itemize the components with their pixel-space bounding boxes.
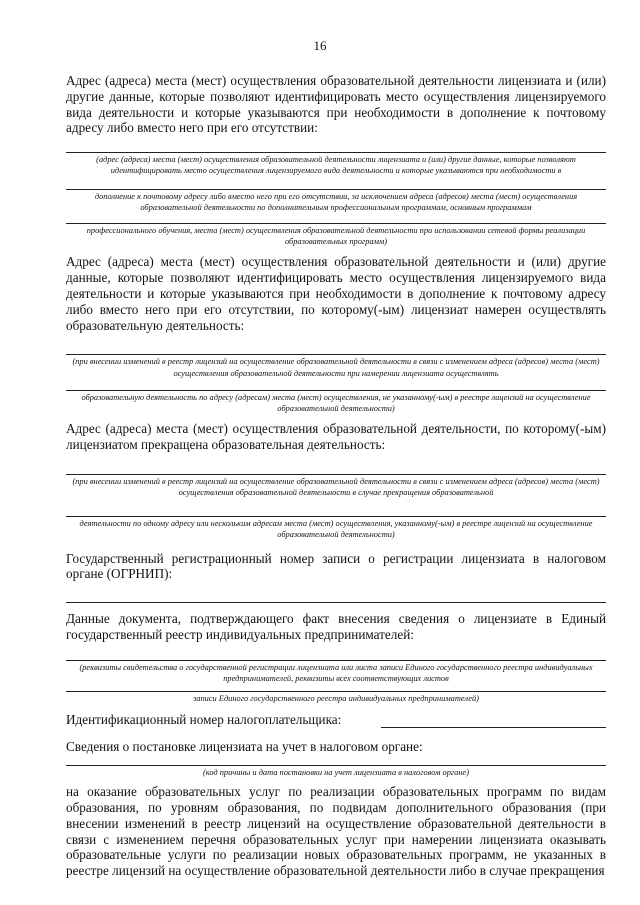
document-body: [66, 73, 606, 879]
field-hint: (код причины и дата постановки на учет лицензиата в налоговом органе): [202, 768, 470, 777]
input-line[interactable]: [66, 602, 606, 603]
input-line[interactable]: [66, 691, 606, 692]
section-closed-address-text: Адрес (адреса) места (мест) осуществления образовательной деятельности, по которому(-ым) лицензиатом прекращена образовательная деятельность:: [66, 421, 606, 452]
section-educational-services-text: на оказание образовательных услуг по реализации образовательных программ по видам образования, по уровням образования, по подвидам дополнительного образования (при внесении изменений в реестр лицензий на осуществление образовательной деятельности в связи с изменением перечня образовательных услуг при намерении лицензиата оказывать образовательные услуги по реализации новых образовательных программ, не указанных в реестре лицензий на осуществление образовательной деятельности либо в случае прекращения: [66, 784, 606, 879]
inn-label: Идентификационный номер налогоплательщика:: [66, 712, 342, 728]
field-hint: (при внесении изменений в реестр лицензий на осуществление образовательной деятельности в связи с изменением адреса (адресов) места (мест) осуществления образовательной деятельности в случае прекращения образовательной: [72, 476, 600, 497]
input-line[interactable]: [66, 223, 606, 224]
section-new-address-text: Адрес (адреса) места (мест) осуществления образовательной деятельности и (или) другие данные, которые позволяют идентифицировать место осуществления лицензируемого вида деятельности и которые указываются при необходимости в дополнение к почтовому адресу либо вместо него при его отсутствии, по которому(-ым) лицензиат намерен осуществлять образовательную деятельность:: [66, 254, 606, 333]
input-line[interactable]: [66, 354, 606, 355]
input-line[interactable]: [66, 189, 606, 190]
field-hint: профессионального обучения, места (мест) осуществления образовательной деятельности при использовании сетевой формы реализации образовательных программ): [86, 226, 586, 247]
section-ogrnip-text: Государственный регистрационный номер записи о регистрации лицензиата в налоговом органе (ОГРНИП):: [66, 550, 606, 582]
inn-input-line[interactable]: [381, 713, 606, 728]
input-line[interactable]: [66, 390, 606, 391]
input-line[interactable]: [66, 660, 606, 661]
section-tax-registration-text: Сведения о постановке лицензиата на учет в налоговом органе:: [66, 739, 423, 755]
field-hint: дополнение к почтовому адресу либо вместо него при его отсутствии, за исключением адреса (адресов) места (мест) осуществления образовательной деятельности по дополнительным профессиональным программам, основным программам: [94, 191, 578, 212]
field-hint: (реквизиты свидетельства о государственной регистрации лицензиата или листа записи Единого государственного реестра индивидуальных предпринимателей, реквизиты всех соответствующих листов: [79, 662, 593, 683]
input-line[interactable]: [66, 516, 606, 517]
field-hint: записи Единого государственного реестра индивидуальных предпринимателей): [193, 694, 479, 704]
inn-field-row: [66, 712, 606, 728]
input-line[interactable]: [66, 474, 606, 475]
field-hint: деятельности по одному адресу или нескольким адресам места (мест) осуществления, указанному(-ым) в реестре лицензий на осуществление образовательной деятельности): [79, 519, 593, 540]
field-hint: образовательную деятельность по адресу (адресам) места (мест) осуществления, не указанному(-ым) в реестре лицензий на осуществление образовательной деятельности): [81, 392, 591, 413]
field-hint: (при внесении изменений в реестр лицензий на осуществление образовательной деятельности в связи с изменением адреса (адресов) места (мест) осуществления образовательной деятельности при намерении лицензиата осуществлять: [72, 357, 600, 378]
input-line[interactable]: [66, 765, 606, 766]
field-hint: (адрес (адреса) места (мест) осуществления образовательной деятельности лицензиата и (или) другие данные, которые позволяют идентифицировать место осуществления лицензируемого вида деятельности и которые указываются при необходимости в: [96, 155, 576, 176]
section-licensee-address-text: Адрес (адреса) места (мест) осуществления образовательной деятельности лицензиата и (или) другие данные, которые позволяют идентифицировать место осуществления лицензируемого вида деятельности и которые указываются при необходимости в дополнение к почтовому адресу либо вместо него при его отсутствии:: [66, 73, 606, 136]
section-egrip-document-text: Данные документа, подтверждающего факт внесения сведения о лицензиате в Единый государственный реестр индивидуальных предпринимателей:: [66, 611, 606, 642]
input-line[interactable]: [66, 152, 606, 153]
page-number: 16: [313, 38, 327, 53]
